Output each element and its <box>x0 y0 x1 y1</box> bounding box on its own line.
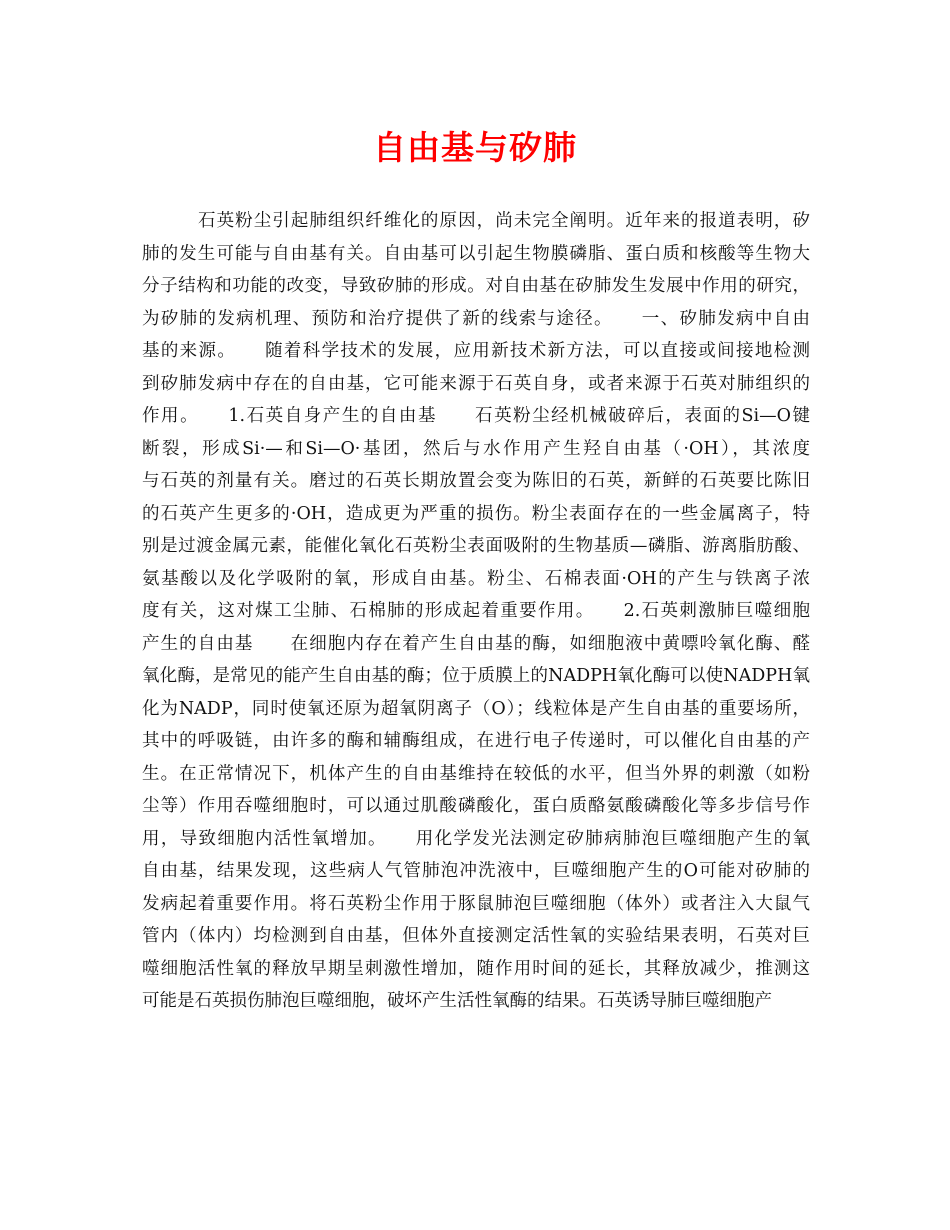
paragraph-line: 用，导致细胞内活性氧增加。 用化学发光法测定矽肺病肺泡巨噬细胞产生的氧 <box>142 828 810 849</box>
paragraph-line: 管内（体内）均检测到自由基，但体外直接测定活性氧的实验结果表明，石英对巨 <box>142 926 810 946</box>
paragraph-line: 断裂，形成Si·—和Si—O·基团，然后与水作用产生羟自由基（·OH），其浓度 <box>142 438 810 459</box>
paragraph-line: 别是过渡金属元素，能催化氧化石英粉尘表面吸附的生物基质—磷脂、游离脂肪酸、 <box>142 536 810 556</box>
paragraph-line: 肺的发生可能与自由基有关。自由基可以引起生物膜磷脂、蛋白质和核酸等生物大 <box>142 243 810 264</box>
paragraph-line: 的石英产生更多的·OH，造成更为严重的损伤。粉尘表面存在的一些金属离子，特 <box>142 503 810 524</box>
document-body <box>142 205 810 1018</box>
paragraph-line: 化为NADP，同时使氧还原为超氧阴离子（O）；线粒体是产生自由基的重要场所， <box>142 698 810 719</box>
paragraph-line: 分子结构和功能的改变，导致矽肺的形成。对自由基在矽肺发生发展中作用的研究， <box>142 276 810 296</box>
paragraph-line: 尘等）作用吞噬细胞时，可以通过肌酸磷酸化，蛋白质酪氨酸磷酸化等多步信号作 <box>142 796 810 816</box>
paragraph-line: 发病起着重要作用。将石英粉尘作用于豚鼠肺泡巨噬细胞（体外）或者注入大鼠气 <box>142 893 810 914</box>
paragraph-line: 其中的呼吸链，由许多的酶和辅酶组成，在进行电子传递时，可以催化自由基的产 <box>142 731 810 751</box>
paragraph-line: 自由基，结果发现，这些病人气管肺泡冲洗液中，巨噬细胞产生的O可能对矽肺的 <box>142 861 810 881</box>
paragraph-line: 为矽肺的发病机理、预防和治疗提供了新的线索与途径。 一、矽肺发病中自由 <box>142 308 810 329</box>
paragraph-line: 度有关，这对煤工尘肺、石棉肺的形成起着重要作用。 2.石英刺激肺巨噬细胞 <box>142 601 810 621</box>
paragraph-line: 作用。 1.石英自身产生的自由基 石英粉尘经机械破碎后，表面的Si—O键 <box>142 406 810 426</box>
paragraph-line: 与石英的剂量有关。磨过的石英长期放置会变为陈旧的石英，新鲜的石英要比陈旧 <box>142 471 810 491</box>
paragraph-line: 氨基酸以及化学吸附的氧，形成自由基。粉尘、石棉表面·OH的产生与铁离子浓 <box>142 568 810 589</box>
paragraph-line: 噬细胞活性氧的释放早期呈刺激性增加，随作用时间的延长，其释放减少，推测这 <box>142 958 810 979</box>
paragraph-line: 到矽肺发病中存在的自由基，它可能来源于石英自身，或者来源于石英对肺组织的 <box>142 373 810 394</box>
paragraph-line: 石英粉尘引起肺组织纤维化的原因，尚未完全阐明。近年来的报道表明，矽 <box>198 211 810 231</box>
paragraph-line: 生。在正常情况下，机体产生的自由基维持在较低的水平，但当外界的刺激（如粉 <box>142 763 810 784</box>
paragraph-line: 氧化酶，是常见的能产生自由基的酶；位于质膜上的NADPH氧化酶可以使NADPH氧 <box>142 666 810 686</box>
paragraph-line: 可能是石英损伤肺泡巨噬细胞，破坏产生活性氧酶的结果。石英诱导肺巨噬细胞产 <box>142 991 772 1011</box>
paragraph-line: 基的来源。 随着科学技术的发展，应用新技术新方法，可以直接或间接地检测 <box>142 341 810 361</box>
paragraph-line: 产生的自由基 在细胞内存在着产生自由基的酶，如细胞液中黄嘌呤氧化酶、醛 <box>142 633 810 654</box>
document-title: 自由基与矽肺 <box>373 128 577 167</box>
